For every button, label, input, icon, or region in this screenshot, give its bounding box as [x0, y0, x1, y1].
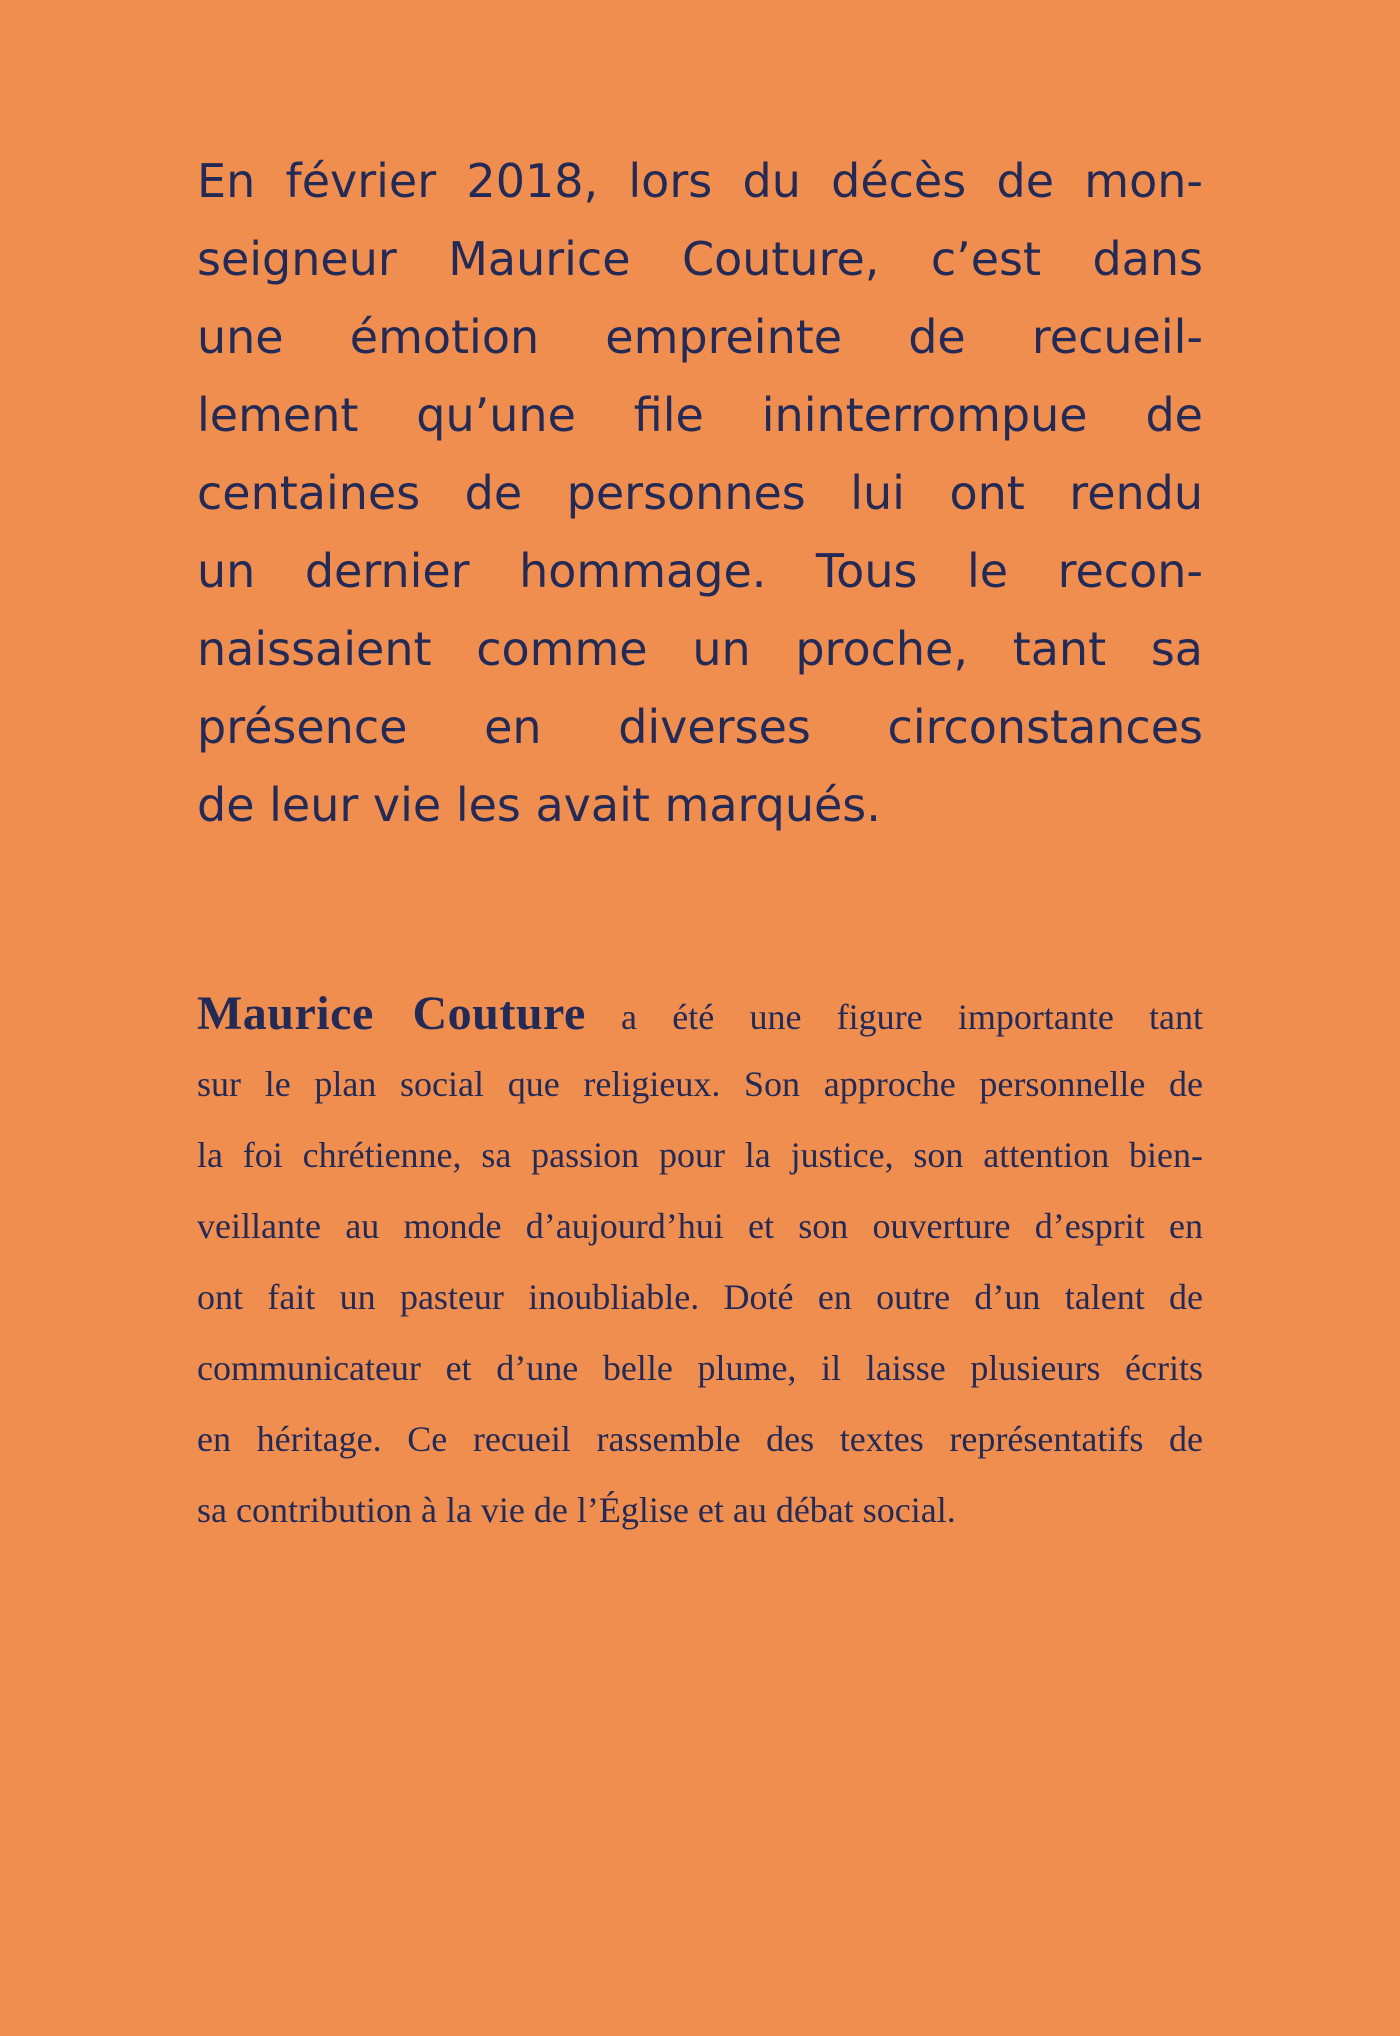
author-name: Maurice Couture — [197, 987, 586, 1040]
bio-line: sur le plan social que religieux. Son approche personnelle de — [197, 1064, 1203, 1104]
bio-first-line-text: a été une figure importante tant — [621, 997, 1204, 1037]
bio-line: en héritage. Ce recueil rassemble des textes représentatifs de — [197, 1419, 1203, 1459]
bio-line: veillante au monde d’aujourd’hui et son ouverture d’esprit en — [197, 1206, 1203, 1246]
intro-line: centaines de personnes lui ont rendu — [197, 466, 1203, 520]
intro-line: un dernier hommage. Tous le recon- — [197, 544, 1203, 598]
intro-line: de leur vie les avait marqués. — [197, 778, 881, 832]
bio-line: communicateur et d’une belle plume, il laisse plusieurs écrits — [197, 1348, 1203, 1388]
intro-line: une émotion empreinte de recueil- — [197, 310, 1203, 364]
bio-line: ont fait un pasteur inoubliable. Doté en outre d’un talent de — [197, 1277, 1203, 1317]
intro-paragraph — [197, 142, 1203, 844]
intro-line: En février 2018, lors du décès de mon- — [197, 154, 1203, 208]
intro-line: naissaient comme un proche, tant sa — [197, 622, 1203, 676]
intro-line: seigneur Maurice Couture, c’est dans — [197, 232, 1203, 286]
bio-first-line — [197, 978, 1203, 1049]
intro-line: lement qu’une file ininterrompue de — [197, 388, 1203, 442]
author-bio — [197, 978, 1203, 1546]
intro-line: présence en diverses circonstances — [197, 700, 1203, 754]
bio-line: la foi chrétienne, sa passion pour la justice, son attention bien- — [197, 1135, 1203, 1175]
bio-line: sa contribution à la vie de l’Église et au débat social. — [197, 1490, 956, 1530]
